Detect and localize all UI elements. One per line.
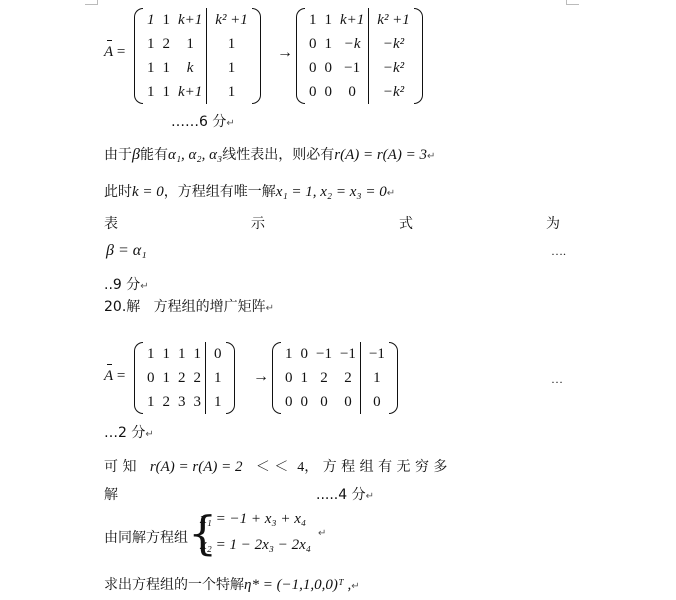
score-9: ..9 分↵ [104,277,149,293]
system-prefix: 由同解方程组 [104,530,188,546]
score-6: ……6 分↵ [171,114,235,130]
system-eq2: x₂ = 1 − 2x₃ − 2x₄ [200,537,311,553]
matrix1-right: 1 1 k+1 k² +1 0 1 −k −k² 0 0 −1 −k² 0 0 0 −k² [296,8,423,104]
beta-expr: β = α₁ [106,242,147,259]
corner-mark-left [85,0,98,5]
line-known-cont: 解 [104,487,118,503]
system-eq1: x₁ = −1 + x₃ + x₄ [200,511,307,527]
q20-heading: 20.解 方程组的增广矩阵↵ [104,299,275,315]
spread-char-1: 表 [104,216,118,232]
score-4: .....4 分↵ [316,487,374,503]
system-brace: { [188,506,218,560]
line-known: 可 知 r(A) = r(A) = 2 ＜ ＜ 4， 方 程 组 有 无 穷 多 [104,459,448,475]
matrix1-left: 1 1 k+1 k² +1 1 2 1 1 1 1 k 1 1 1 k+1 1 [134,8,261,104]
arrow-1: → [277,44,293,61]
matrix2-lhs: A = [104,368,126,384]
line-particular: 求出方程组的一个特解η* = (−1,1,0,0)ᵀ ,↵ [104,577,360,593]
matrix2-right: 1 0 −1 −1 −1 0 1 2 2 1 0 0 0 0 0 [272,342,398,414]
corner-mark-right [566,0,579,5]
score-2: …2 分↵ [104,425,154,441]
spread-char-4: 为 [546,216,560,232]
beta-dots: …. [551,244,566,258]
return-mark: ↵ [318,528,327,539]
spread-char-3: 式 [399,216,413,232]
arrow-2: → [253,368,269,385]
line-k: 此时k = 0，方程组有唯一解x₁ = 1, x₂ = x₃ = 0↵ [104,184,396,200]
line-rank: 由于β能有α₁, α₂, α₃线性表出，则必有r(A) = r(A) = 3↵ [104,146,436,163]
spread-char-2: 示 [251,216,265,232]
matrix2-left: 1 1 1 1 0 0 1 2 2 1 1 2 3 3 1 [134,342,235,414]
matrix2-dots: … [551,372,563,386]
matrix1-lhs: A = [104,44,126,60]
